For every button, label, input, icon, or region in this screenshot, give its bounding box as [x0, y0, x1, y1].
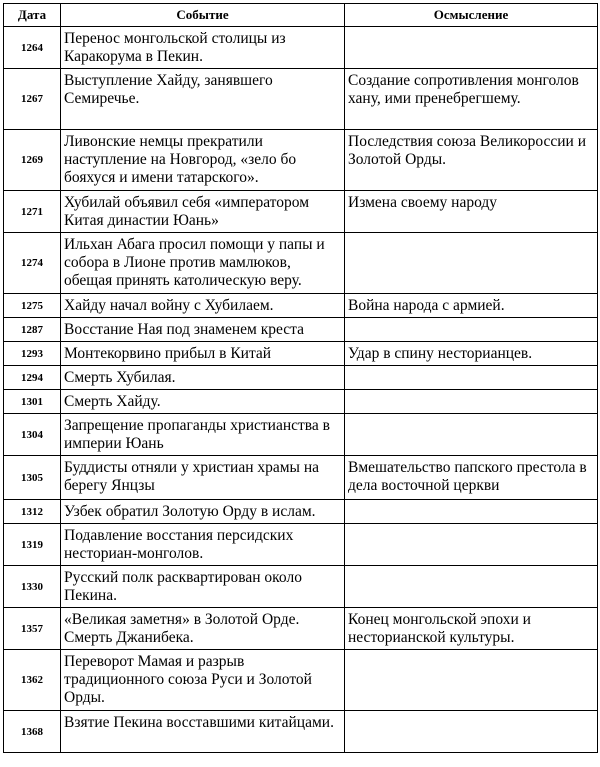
table-row [4, 456, 598, 500]
header-date: Дата [4, 4, 61, 27]
table-row [4, 524, 598, 566]
meaning-cell: Конец монгольской эпохи и несторианской культуры. [345, 608, 598, 650]
event-cell: «Великая заметня» в Золотой Орде. Смерть Джанибека. [61, 608, 345, 650]
table-row [4, 27, 598, 69]
year-cell: 1301 [4, 390, 61, 414]
table-row [4, 711, 598, 753]
table-row [4, 366, 598, 390]
table-row [4, 233, 598, 294]
meaning-cell: Измена своему народу [345, 191, 598, 233]
meaning-cell: Удар в спину несторианцев. [345, 342, 598, 366]
event-cell: Хубилай объявил себя «императором Китая династии Юань» [61, 191, 345, 233]
event-cell: Запрещение пропаганды христианства в империи Юань [61, 414, 345, 456]
meaning-cell [345, 233, 598, 294]
year-cell: 1271 [4, 191, 61, 233]
event-cell: Переворот Мамая и разрыв традиционного союза Руси и Золотой Орды. [61, 650, 345, 711]
event-cell: Выступление Хайду, занявшего Семиречье. [61, 69, 345, 130]
year-cell: 1305 [4, 456, 61, 500]
meaning-cell: Вмешательство папского престола в дела восточной церкви [345, 456, 598, 500]
meaning-cell [345, 500, 598, 524]
event-cell: Подавление восстания персидских несториан-монголов. [61, 524, 345, 566]
header-meaning: Осмысление [345, 4, 598, 27]
meaning-cell: Война народа с армией. [345, 294, 598, 318]
event-cell: Перенос монгольской столицы из Каракорума в Пекин. [61, 27, 345, 69]
meaning-cell [345, 366, 598, 390]
table-row [4, 500, 598, 524]
event-cell: Смерть Хубилая. [61, 366, 345, 390]
table-row [4, 608, 598, 650]
year-cell: 1275 [4, 294, 61, 318]
year-cell: 1294 [4, 366, 61, 390]
meaning-cell [345, 27, 598, 69]
event-cell: Хайду начал войну с Хубилаем. [61, 294, 345, 318]
year-cell: 1319 [4, 524, 61, 566]
event-cell: Взятие Пекина восставшими китайцами. [61, 711, 345, 753]
table-row [4, 69, 598, 130]
meaning-cell [345, 414, 598, 456]
meaning-cell [345, 390, 598, 414]
year-cell: 1264 [4, 27, 61, 69]
chronology-table [3, 3, 598, 753]
meaning-cell [345, 711, 598, 753]
table-row [4, 390, 598, 414]
meaning-cell [345, 318, 598, 342]
header-event: Событие [61, 4, 345, 27]
year-cell: 1312 [4, 500, 61, 524]
event-cell: Ильхан Абага просил помощи у папы и собора в Лионе против мамлюков, обещая принять католическую веру. [61, 233, 345, 294]
year-cell: 1330 [4, 566, 61, 608]
table-row [4, 414, 598, 456]
year-cell: 1293 [4, 342, 61, 366]
table-row [4, 191, 598, 233]
meaning-cell [345, 650, 598, 711]
meaning-cell: Создание сопротивления монголов хану, ими пренебрегшему. [345, 69, 598, 130]
year-cell: 1267 [4, 69, 61, 130]
year-cell: 1357 [4, 608, 61, 650]
event-cell: Буддисты отняли у христиан храмы на берегу Янцзы [61, 456, 345, 500]
year-cell: 1287 [4, 318, 61, 342]
table-row [4, 318, 598, 342]
event-cell: Ливонские немцы прекратили наступление на Новгород, «зело бо бояхуся и имени татарского». [61, 130, 345, 191]
table-row [4, 294, 598, 318]
table-row [4, 566, 598, 608]
year-cell: 1368 [4, 711, 61, 753]
event-cell: Монтекорвино прибыл в Китай [61, 342, 345, 366]
table-row [4, 130, 598, 191]
meaning-cell [345, 524, 598, 566]
year-cell: 1269 [4, 130, 61, 191]
meaning-cell: Последствия союза Великороссии и Золотой Орды. [345, 130, 598, 191]
event-cell: Смерть Хайду. [61, 390, 345, 414]
table-row [4, 342, 598, 366]
event-cell: Русский полк расквартирован около Пекина. [61, 566, 345, 608]
year-cell: 1304 [4, 414, 61, 456]
year-cell: 1362 [4, 650, 61, 711]
event-cell: Восстание Ная под знаменем креста [61, 318, 345, 342]
event-cell: Узбек обратил Золотую Орду в ислам. [61, 500, 345, 524]
table-row [4, 650, 598, 711]
header-row [4, 4, 598, 27]
meaning-cell [345, 566, 598, 608]
year-cell: 1274 [4, 233, 61, 294]
